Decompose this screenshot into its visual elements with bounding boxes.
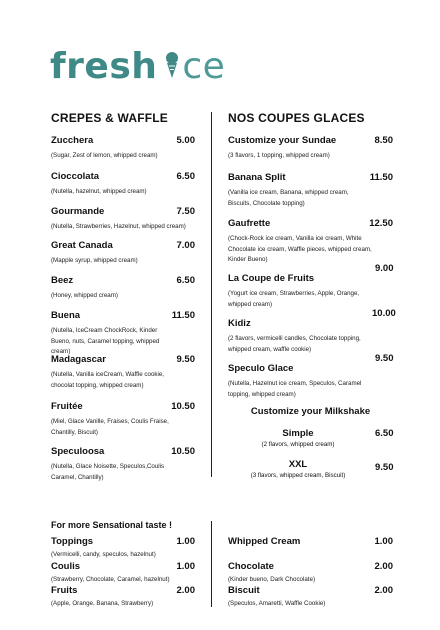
extra-item	[51, 585, 195, 610]
extras-heading: For more Sensational taste !	[51, 520, 173, 530]
item-description: (Chock-Rock ice cream, Vanilla ice cream, White Chocolate ice cream, Waffle pieces, whipped cream, Kinder Bueno)	[228, 235, 372, 263]
item-name: Fruits	[51, 585, 78, 596]
menu-item	[228, 172, 393, 209]
item-description: (Nutella, Vanilla iceCream, Waffle cookie, chocolat topping, whipped cream)	[51, 371, 165, 389]
item-price: 1.00	[176, 561, 195, 572]
extra-item	[51, 536, 195, 561]
item-name: XXL	[288, 459, 308, 470]
menu-item	[51, 275, 195, 302]
extras-divider	[211, 521, 212, 607]
menu-item	[228, 318, 378, 355]
item-name: Biscuit	[228, 585, 260, 596]
item-price: 11.50	[369, 172, 393, 183]
item-price: 9.00	[375, 263, 394, 274]
section-heading-coupes: NOS COUPES GLACES	[228, 111, 365, 125]
extra-item	[228, 536, 393, 547]
item-price: 2.00	[374, 561, 393, 572]
item-name: Coulis	[51, 561, 81, 572]
item-description: (2 flavors, vermicelli candles, Chocolate topping, whipped cream, waffle cookie)	[228, 335, 361, 353]
item-name: Buena	[51, 310, 81, 321]
item-name: Zucchera	[51, 135, 94, 146]
item-name: Customize your Sundae	[228, 135, 337, 146]
item-description: (3 flavors, whipped cream, Biscuit)	[250, 472, 346, 479]
logo-text-left: fresh	[50, 46, 158, 87]
item-name: Madagascar	[51, 354, 106, 365]
item-description: (Vermicelli, candy, speculos, hazelnut)	[51, 551, 156, 558]
logo-text-right: ce	[182, 46, 226, 87]
item-name: Cioccolata	[51, 171, 100, 182]
item-name: La Coupe de Fruits	[228, 273, 315, 284]
item-price: 9.50	[176, 354, 195, 365]
item-name: Gaufrette	[228, 218, 271, 229]
item-description: (Nutella, IceCream ChockRock, Kinder Bueno, nuts, Caramel topping, whipped cream)	[51, 327, 160, 355]
item-name: Whipped Cream	[228, 536, 301, 547]
item-price: 12.50	[369, 218, 393, 229]
extra-item	[228, 585, 393, 610]
item-description: (Nutella, Hazelnut ice cream, Speculos, Caramel topping, whipped cream)	[228, 380, 362, 398]
item-name: Banana Split	[228, 172, 286, 183]
item-price: 1.00	[374, 536, 393, 547]
item-name: Great Canada	[51, 240, 113, 251]
item-name: Speculoosa	[51, 446, 105, 457]
item-name: Simple	[282, 428, 314, 439]
item-name: Kidiz	[228, 318, 251, 329]
item-description: (Yogurt ice cream, Strawberries, Apple, Orange, whipped cream)	[228, 290, 360, 308]
item-price: 10.00	[372, 308, 396, 319]
menu-item	[51, 354, 195, 391]
item-name: Gourmande	[51, 206, 105, 217]
item-price: 1.00	[176, 536, 195, 547]
item-description: (Speculos, Amaretti, Waffle Cookie)	[228, 600, 326, 607]
item-price: 9.50	[375, 353, 394, 364]
item-name: Toppings	[51, 536, 94, 547]
item-price: 7.50	[176, 206, 195, 217]
item-price: 2.00	[176, 585, 195, 596]
item-price: 11.50	[171, 310, 195, 321]
item-description: (2 flavors, whipped cream)	[261, 441, 335, 448]
menu-item	[51, 135, 195, 162]
menu-item	[228, 135, 393, 162]
column-divider	[211, 112, 212, 477]
item-name: Beez	[51, 275, 74, 286]
item-price: 9.50	[375, 462, 394, 473]
menu-item	[228, 459, 368, 479]
item-description: (Nutella, Strawberries, Hazelnut, whipped cream)	[51, 223, 186, 230]
item-price: 5.00	[176, 135, 195, 146]
item-description: (Kinder bueno, Dark Chocolate)	[228, 576, 316, 583]
item-name: Speculo Glace	[228, 363, 294, 374]
item-price: 8.50	[374, 135, 393, 146]
menu-item	[51, 310, 195, 358]
menu-item	[228, 363, 378, 400]
menu-item	[51, 171, 195, 198]
menu-item	[228, 273, 378, 310]
menu-item	[228, 218, 393, 266]
item-description: (Apple, Orange, Banana, Strawberry)	[51, 600, 154, 607]
item-price: 10.50	[171, 446, 195, 457]
menu-item	[51, 240, 195, 267]
item-name: Fruitée	[51, 401, 83, 412]
item-description: (Strawberry, Chocolate, Caramel, hazelnut)	[51, 576, 170, 583]
item-description: (Miel, Glace Vanille, Fraises, Coulis Fraise, Chantilly, Biscuit)	[51, 418, 169, 436]
item-description: (Honey, whipped cream)	[51, 292, 118, 299]
item-price: 6.50	[375, 428, 394, 439]
menu-item	[228, 428, 368, 448]
menu-item	[51, 446, 195, 483]
item-price: 6.50	[176, 171, 195, 182]
item-description: (Vanilla ice cream, Banana, whipped cream, Biscuits, Chocolate topping)	[228, 189, 349, 207]
ice-cream-cone-icon	[165, 50, 179, 85]
item-name: Chocolate	[228, 561, 274, 572]
item-description: (3 flavors, 1 topping, whipped cream)	[228, 152, 330, 159]
item-price: 6.50	[176, 275, 195, 286]
item-description: (Sugar, Zest of lemon, whipped cream)	[51, 152, 158, 159]
item-description: (Nutella, hazelnut, whipped cream)	[51, 188, 147, 195]
section-heading-crepes: CREPES & WAFFLE	[51, 111, 169, 125]
item-price: 2.00	[374, 585, 393, 596]
item-price: 10.50	[171, 401, 195, 412]
brand-logo	[50, 46, 225, 88]
extra-item	[51, 561, 195, 586]
item-price: 7.00	[176, 240, 195, 251]
extra-item	[228, 561, 393, 586]
milkshake-heading: Customize your Milkshake	[250, 406, 371, 417]
menu-item	[51, 206, 195, 233]
item-description: (Nutella, Glace Noisette, Speculos,Coulis Caramel, Chantilly)	[51, 463, 165, 481]
item-description: (Mapple syrup, whipped cream)	[51, 257, 138, 264]
menu-item	[51, 401, 195, 438]
